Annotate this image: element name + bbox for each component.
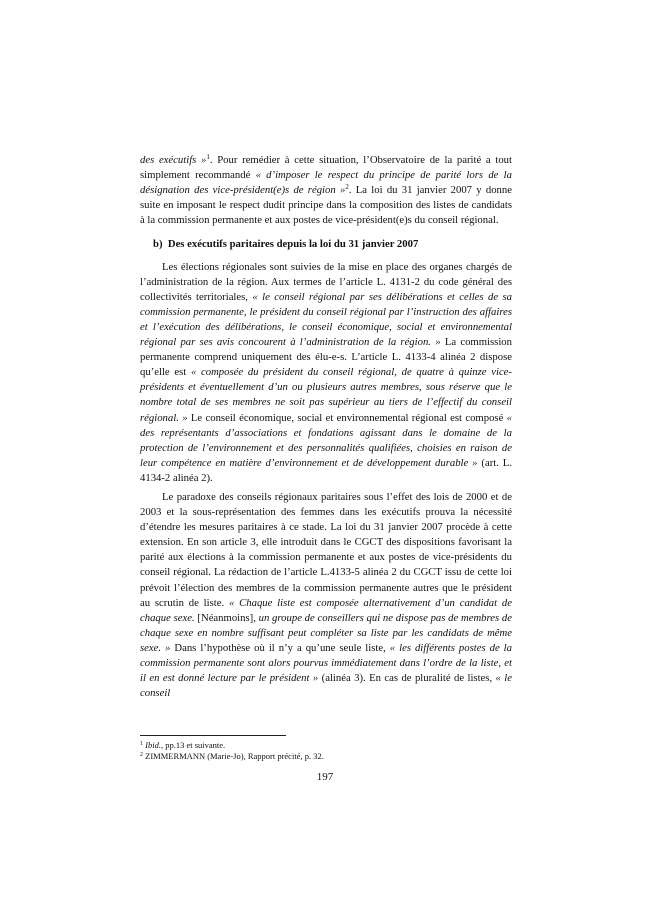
quote-text: un groupe de conseillers qui ne dispose pas de membres de chaque sexe en nombre suffisant peut compléter sa liste par les candidats de même sexe. » <box>140 611 512 654</box>
footnote-number: 2 <box>140 752 143 759</box>
section-heading: b) Des exécutifs paritaires depuis la loi du 31 janvier 2007 <box>153 238 419 251</box>
body-text: Dans l’hypothèse où il n’y a qu’une seule liste, <box>170 641 390 654</box>
body-text: La commission permanente comprend uniquement des élu-e-s. L’article L. 4133-4 alinéa 2 dispose qu’elle est <box>140 336 512 379</box>
page-body <box>140 153 512 701</box>
paragraph-3 <box>140 490 512 701</box>
footnote-italic: Ibid. <box>145 740 161 750</box>
body-text: . La loi du 31 janvier 2007 y donne suite en imposant le respect dudit principe dans la composition des listes de candidats à la commission permanente et aux postes de vice-président(e)s du conseil régional. <box>140 184 512 227</box>
page-number: 197 <box>316 771 334 783</box>
footnote-ref-1[interactable]: 1 <box>206 153 210 161</box>
body-text: (art. L. 4134-2 alinéa 2). <box>140 456 512 484</box>
paragraph-2 <box>140 260 512 486</box>
quote-text: « le conseil <box>140 672 512 700</box>
body-text: (alinéa 3). En cas de pluralité de listes, <box>318 672 496 685</box>
footnote-text: , pp.13 et suivante. <box>160 740 226 750</box>
quote-text: « Chaque liste est composée alternativement d’un candidat de chaque sexe. <box>140 596 512 624</box>
body-text: Le conseil économique, social et environnemental régional est composé <box>187 411 507 424</box>
body-text: Le paradoxe des conseils régionaux paritaires sous l’effet des lois de 2000 et de 2003 et la sous-représentation des femmes dans les exécutifs prouva la nécessité d’étendre les mesures paritaires à ce stade. La loi du 31 janvier 2007 procède à cette extension. En son article 3, elle introduit dans le CGCT des dispositions favorisant la parité aux élections à la commission permanente et aux postes de vice-présidents du conseil régional. La rédaction de l’article L.4133-5 alinéa 2 du CGCT issu de cette loi prévoit l’élection des membres de la commission permanente autres que le président au scrutin de liste. <box>140 490 512 609</box>
quote-text: « d’imposer le respect du principe de parité lors de la désignation des vice-président(e)s de région » <box>140 169 512 197</box>
quote-text: « le conseil régional par ses délibérations et celles de sa commission permanente, le président du conseil régional par l’instruction des affaires et l’exécution des délibérations, le conseil économique, social et environnemental régional par ses avis concourent à l’administration de la région. » <box>140 290 512 349</box>
footnote-text: ZIMMERMANN (Marie-Jo), Rapport précité, p. 32. <box>145 751 324 762</box>
body-text: [Néanmoins], <box>194 611 259 624</box>
quote-text: « des représentants d’associations et fondations agissant dans le domaine de la protection de l’environnement et des personnalités qualifiées, choisies en raison de leur compétence en matière d’environnement et de développement durable » <box>140 411 512 469</box>
quote-text: « les différents postes de la commission permanente sont alors pourvus immédiatement dans l’ordre de la liste, et il en est donné lecture par le président » <box>140 641 512 685</box>
footnotes <box>140 735 512 763</box>
paragraph-1 <box>140 153 512 228</box>
quote-text: des exécutifs » <box>140 154 207 166</box>
footnote-1 <box>140 740 512 751</box>
footnote-ref-2[interactable]: 2 <box>345 183 349 192</box>
footnote-2 <box>140 751 512 762</box>
body-text: . Pour remédier à cette situation, l’Observatoire de la parité a tout simplement recommandé <box>140 154 512 182</box>
body-text: Les élections régionales sont suivies de la mise en place des organes chargés de l’administration de la région. Aux termes de l’article L. 4131-2 du code général des collectivités territoriales, <box>140 260 512 303</box>
quote-text: « composée du président du conseil régional, de quatre à quinze vice-présidents et éventuellement d’un ou plusieurs autres membres, sous réserve que le nombre total de ses membres ne soit pas supérieur au tiers de l’effectif du conseil régional. » <box>140 366 512 424</box>
footnote-number: 1 <box>140 741 143 747</box>
footnote-divider <box>140 735 286 736</box>
